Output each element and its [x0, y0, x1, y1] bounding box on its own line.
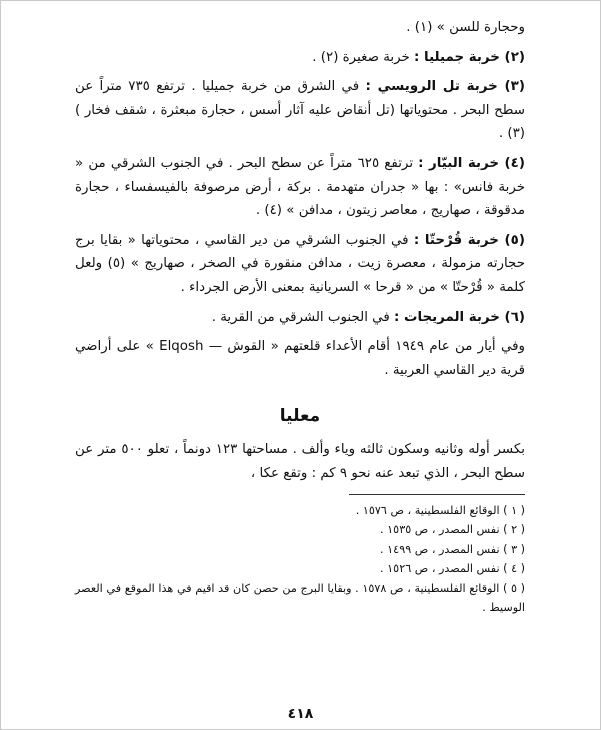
entry-2 — [75, 46, 525, 70]
footnote-4: ( ٤ ) نفس المصدر ، ص ١٥٢٦ . — [380, 562, 525, 576]
entry-3-body: في الشرق من خربة جميليا . ترتفع ٧٣٥ متراً عن سطح البحر . محتوياتها (تل أنقاض عليه آثار أسس ، حجارة مبعثرة ، شقف فخار ) (٣) . — [75, 79, 525, 142]
entry-2-body: خربة صغيرة (٢) . — [312, 49, 415, 65]
entry-6 — [75, 306, 525, 330]
entry-6-body: في الجنوب الشرقي من القرية . — [211, 309, 394, 325]
entry-5-heading: (٥) خربة قُرْحتّا : — [413, 232, 525, 248]
section-title: معليا — [279, 406, 321, 427]
footnote-2: ( ٢ ) نفس المصدر ، ص ١٥٣٥ . — [380, 523, 525, 537]
closing-paragraph: وفي أيار من عام ١٩٤٩ أقام الأعداء قلعتهم « القوش — Elqosh » على أراضي قرية دير القاسي العربية . — [75, 339, 525, 378]
entry-3-heading: (٣) خربة تل الرويسي : — [365, 79, 525, 95]
page-number: ٤١٨ — [287, 706, 314, 722]
entry-3 — [75, 75, 525, 146]
entry-5-body: في الجنوب الشرقي من دير القاسي ، محتوياتها « بقايا برج حجارته مزمولة ، معصرة زيت ، مدافن منقورة في الصخر ، صهاريج » (٥) ولعل كلمة « قُرْحتّا » من « قرحا » السريانية بمعنى الأرض الجرداء . — [75, 232, 525, 295]
book-page — [75, 16, 525, 618]
footnote-3: ( ٣ ) نفس المصدر ، ص ١٤٩٩ . — [380, 542, 525, 556]
footnote-divider — [349, 494, 525, 495]
opening-line: وحجارة للسن » (١) . — [406, 20, 525, 35]
entry-2-heading: (٢) خربة جميليا : — [414, 49, 525, 65]
footnotes-list — [75, 501, 525, 619]
entry-6-heading: (٦) خربة المريجات : — [394, 309, 525, 325]
entry-4 — [75, 152, 525, 223]
entry-4-body: ترتفع ٦٢٥ متراً عن سطح البحر . في الجنوب الشرقي من « خربة فانس» : بها « جدران متهدمة . بركة ، أرض مرصوفة بالفيسفساء ، حجارة مدقوقة ، صهاريج ، معاصر زيتون ، مدافن » (٤) . — [75, 155, 525, 219]
section-intro: بكسر أوله وثانيه وسكون ثالثه وياء وألف . مساحتها ١٢٣ دونماً ، تعلو ٥٠٠ متر عن سطح البحر ، الذي تبعد عنه نحو ٩ كم : وتقع عكا ، — [75, 442, 525, 481]
entry-5 — [75, 229, 525, 300]
footnote-5: ( ٥ ) الوقائع الفلسطينية ، ص ١٥٧٨ . وبقايا البرج من حصن كان قد اقيم في هذا الموقع في العصر الوسيط . — [75, 581, 526, 615]
footnote-1: ( ١ ) الوقائع الفلسطينية ، ص ١٥٧٦ . — [355, 503, 525, 517]
entry-4-heading: (٤) خربة البيّار : — [418, 155, 525, 171]
